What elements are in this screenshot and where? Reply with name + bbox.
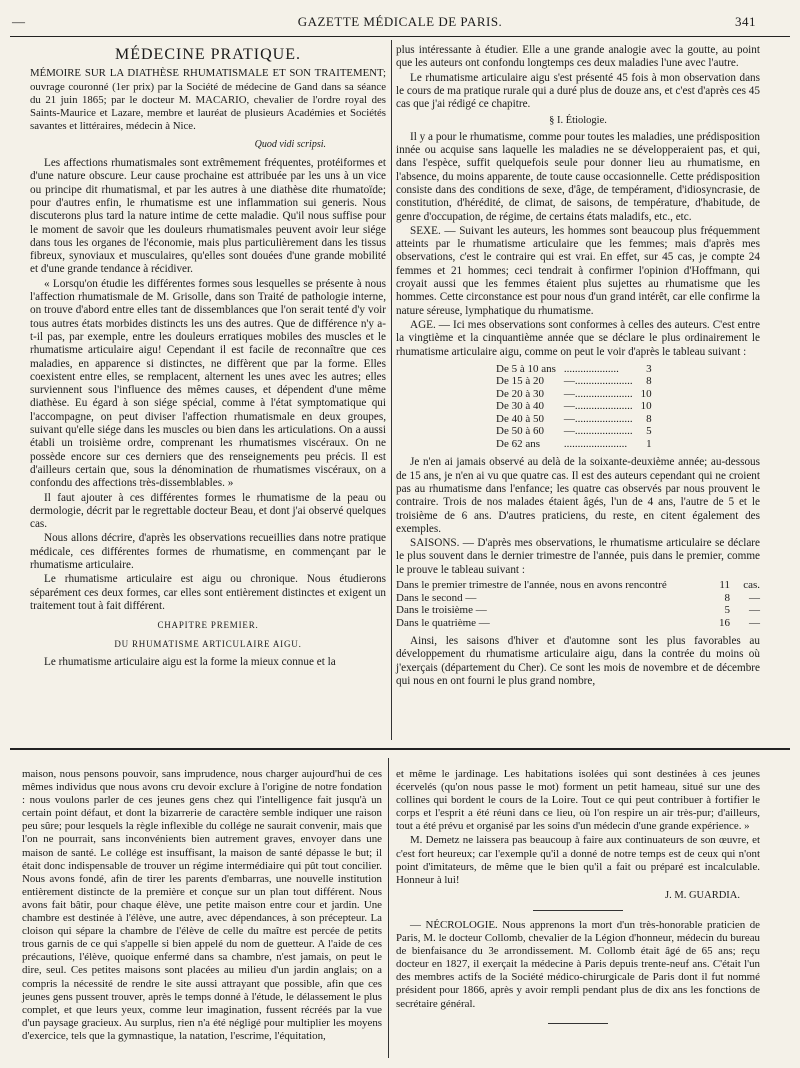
age-table-dots: —..................... xyxy=(563,387,633,400)
season-table-unit: — xyxy=(749,604,760,616)
paragraph: SAISONS. — D'après mes observations, le rhumatisme articulaire se déclare le plus souvent dans le dernier trimestre de l'année, puis dans le premier, comme le prouve le tableau suivant : xyxy=(396,537,760,576)
paragraph: Ainsi, les saisons d'hiver et d'automne sont les plus favorables au développement du rhumatisme articulaire aigu, dans la contrée du moins où j'exerçais (département du Cher). Ce sont les mois de novembre et de décembre qui nous en ont fourni le plus grand nombre, xyxy=(396,635,760,687)
paragraph: AGE. — Ici mes observations sont conformes à celles des auteurs. C'est entre la vingtième et la cinquantième année que se déclare le plus ordinairement le rhumatisme articulaire aigu, comme on peut le voir d'après le tableau suivant : xyxy=(396,318,760,358)
season-table-row xyxy=(396,579,760,592)
page-header xyxy=(12,14,788,36)
season-table-count: 11 xyxy=(719,579,730,591)
article-intro: MÉMOIRE SUR LA DIATHÈSE RHUMATISMALE ET SON TRAITEMENT; ouvrage couronné (1er prix) par la Société de médecine de Gand dans sa séance du 21 juin 1865; par le docteur M. MACARIO, chevalier de l'ordre royal des Saints-Maurice et Lazare, membre et lauréat de plusieurs Académies et Sociétés savantes et littéraires, médecin à Nice. xyxy=(30,67,386,133)
paragraph: et même le jardinage. Les habitations isolées qui sont destinées à ces jeunes écervelés (qu'on nous passe le mot) forment un petit hameau, situé sur une des collines qui bordent le cours de la Loire. Tout ce qui peut contribuer à fortifier le corps et l'esprit a été réuni dans ce lieu, où l'on respire un air très-pur; d'ailleurs, tout a été prévu et organisé par les soins d'un médecin d'une grande expérience. » xyxy=(396,768,760,833)
season-table-label: Dans le second — xyxy=(396,591,477,604)
age-table-dots: —..................... xyxy=(563,400,633,413)
paragraph: — NÉCROLOGIE. Nous apprenons la mort d'un très-honorable praticien de Paris, M. le docteur Collomb, chevalier de la Légion d'honneur, médecin du bureau de bienfaisance du 3e arrondissement. M. Collomb était âgé de 65 ans; reçu docteur en 1827, il exerçait la médecine à Paris depuis trente-neuf ans. C'était l'un des membres actifs de la Société médico-chirurgicale de Paris dont il fut nommé président pour 1866, après y avoir rempli pendant plus de dix ans les fonctions de secrétaire général. xyxy=(396,918,760,1010)
signature: J. M. GUARDIA. xyxy=(665,889,740,901)
age-table-count: 10 xyxy=(640,387,652,400)
season-table-unit: cas. xyxy=(743,579,760,591)
age-table-count: 8 xyxy=(646,375,652,388)
age-table-range: De 5 à 10 ans xyxy=(496,362,556,375)
paragraph: maison, nous pensons pouvoir, sans imprudence, nous charger aujourd'hui de ces mêmes individus que nous avons cru devoir exclure à l'origine de notre fondation : nous voulons parler de ces jeunes gens chez qui l'intelligence fait jusqu'à un certain point défaut, et dont la bizarrerie de caractère semble indiquer une raison peu sûre; pour lesquels la règle inflexible du collége ne saurait convenir, mais que l'on ne pourrait, sans inconvénients bien autrement graves, envoyer dans une maison de santé. Le collége est insuffisant, la maison de santé dépasse le but; il était donc indispensable de trouver un régime intermédiaire qui pût tout concilier. Nous avons fondé, afin de tirer les parents d'embarras, une nouvelle institution entièrement distincte de la première et conçue sur un plan tout différent. Nous avons fait bâtir, pour chaque élève, une petite maison entre cour et jardin. Une chambre est destinée à l'élève, une autre, avec dépendances, à son précepteur. La cloison qui sépare la chambre de l'élève de celle du maître est percée de petits trous garnis de ce qui s'appelle si bien appelé du nom de guetteur. A l'aide de ces précautions, l'élève, quoique enfermé dans sa chambre, n'est jamais, on peut le dire, seul. Ces petites maisons sont placées au milieu d'un jardin anglais; on a compris la nécessité de rendre le site aussi attrayant que possible, afin que ces jeunes gens pussent trouver, après le temps donné à l'étude, le délassement le plus complet, et que leurs yeux, comme leur imagination, fussent récréés par la vue d'un paysage gracieux. Au surplus, rien n'a été négligé pour multiplier les moyens d'exercice, tels que la gymnastique, la natation, l'escrime, l'équitation, xyxy=(22,768,382,1042)
age-table-row xyxy=(492,438,656,451)
age-table-range: De 30 à 40 xyxy=(496,400,544,413)
paragraph: Il y a pour le rhumatisme, comme pour toutes les maladies, une prédisposition innée ou acquise sans laquelle les maladies ne se développeraient pas, et qui, dans l'espèce, suffit quelquefois seule pour donner lieu au rhumatisme, en l'absence, du moins apparente, de toute cause occasionnelle. Cette prédisposition consiste dans des conditions de sexe, d'âge, de tempérament, d'idiosyncrasie, de constitution, d'hérédité, de climat, de saisons, de température, d'habitude, de genre d'occupation, de régime, de certains états maladifs, etc., etc. xyxy=(396,130,760,223)
paragraph: SEXE. — Suivant les auteurs, les hommes sont beaucoup plus fréquemment atteints par le rhumatisme articulaire que les femmes; mais d'après mes observations, c'est le contraire qui est vrai. En effet, sur 45 cas, je compte 24 femmes et 21 hommes; ceci tendrait à confirmer l'opinion d'Hoffmann, qui croyait aussi que les femmes étaient plus sujettes au rhumatisme que les hommes. Cette circonstance est pour nous d'un grand intérêt, car elle confirme la nature séreuse, lymphatique du rhumatisme. xyxy=(396,224,760,317)
right-column-bottom xyxy=(396,768,760,1024)
age-table-range: De 40 à 50 xyxy=(496,412,544,425)
age-table-row xyxy=(492,413,656,426)
section-heading: § I. Étiologie. xyxy=(549,115,607,127)
paragraph: plus intéressante à étudier. Elle a une grande analogie avec la goutte, au point que les auteurs ont confondu longtemps ces deux maladies l'une avec l'autre. xyxy=(396,44,760,70)
age-table-row xyxy=(492,400,656,413)
age-table-dots: .................... xyxy=(563,362,619,375)
section-title: MÉDECINE PRATIQUE. xyxy=(115,46,301,63)
season-table-row xyxy=(396,604,760,617)
age-table-row xyxy=(492,388,656,401)
separator xyxy=(533,910,623,911)
season-table-count: 16 xyxy=(719,616,730,629)
age-table-count: 1 xyxy=(646,437,652,450)
motto: Quod vidi scripsi. xyxy=(254,138,326,150)
chapter-subheading: DU RHUMATISME ARTICULAIRE AIGU. xyxy=(114,639,302,650)
paragraph: Le rhumatisme articulaire est aigu ou chronique. Nous étudierons séparément ces deux formes, car elles sont entièrement distinctes et exigent un traitement tout à fait différent. xyxy=(30,573,386,612)
paragraph: Je n'en ai jamais observé au delà de la soixante-deuxième année; au-dessous de 15 ans, je n'en ai vu que quatre cas. Il est des auteurs cependant qui ne croient pas au rhumatisme dans l'enfance; les quatre cas observés par nous prouvent le contraire. Trois de nos malades étaient âgés, l'un de 4 ans, l'autre de 5 et le troisième de 6 ans. D'autres praticiens, du reste, en citent également des exemples. xyxy=(396,456,760,535)
left-column-bottom xyxy=(22,768,382,1044)
paragraph: Les affections rhumatismales sont extrêmement fréquentes, protéiformes et d'une nature obscure. Leur cause prochaine est attribuée par les uns à un vice ou principe dit rhumatismal, et par les autres à une diathèse dite rhumatoïde; pour d'autres enfin, le rhumatisme est une inflammation sui generis. Nous discuterons plus tard la nature intime de cette maladie. Qu'il nous suffise pour le moment de savoir que les douleurs rhumatismales peuvent avoir leur siége dans tous les organes de l'économie, mais plus particulièrement dans les tissus fibreux, synoviaux et musculaires, qu'elles sont douées d'une grande mobilité et d'une grande tendance à récidiver. xyxy=(30,157,386,276)
age-table-range: De 15 à 20 xyxy=(496,375,544,388)
season-table xyxy=(396,579,760,629)
season-table-label: Dans le quatrième — xyxy=(396,616,490,629)
paragraph: Il faut ajouter à ces différentes formes le rhumatisme de la peau ou dermologie, décrit par le regrettable docteur Beau, et dont j'ai observé quelques cas. xyxy=(30,491,386,531)
age-table-range: De 20 à 30 xyxy=(496,387,544,400)
age-table-dots: —..................... xyxy=(563,425,633,438)
age-table-range: De 62 ans xyxy=(496,437,540,450)
season-table-count: 8 xyxy=(724,591,730,604)
season-table-unit: — xyxy=(749,591,760,604)
section-divider xyxy=(10,748,790,750)
header-rule xyxy=(10,36,790,37)
paragraph: Le rhumatisme articulaire aigu est la forme la mieux connue et la xyxy=(44,655,336,668)
chapter-heading: CHAPITRE PREMIER. xyxy=(157,620,259,631)
left-column-top xyxy=(30,44,386,670)
season-table-row xyxy=(396,617,760,630)
season-table-unit: — xyxy=(749,616,760,629)
age-table-row xyxy=(492,363,656,376)
journal-title: GAZETTE MÉDICALE DE PARIS. xyxy=(297,14,503,29)
header-mark: — xyxy=(12,14,26,29)
column-divider-bottom xyxy=(388,758,389,1058)
season-table-row xyxy=(396,592,760,605)
age-table-dots: ....................... xyxy=(563,437,628,450)
age-table-count: 5 xyxy=(646,425,652,438)
age-table-range: De 50 à 60 xyxy=(496,425,544,438)
season-table-count: 5 xyxy=(724,604,730,616)
right-column-top xyxy=(396,44,760,689)
paragraph: « Lorsqu'on étudie les différentes formes sous lesquelles se présente à nous l'affection rhumatismale de M. Grisolle, dans son Traité de pathologie interne, on trouve d'abord entre elles tant de dissemblances que l'on serait tenté d'y voir tous autres états morbides distincts les uns des autres. Que de différence n'y a-t-il pas, par exemple, entre les douleurs erratiques mobiles des muscles et le rhumatisme articulaire aigu! Cependant il est facile de reconnaître que ces maladies, en apparence si distinctes, ne diffèrent que par la forme. Elles coexistent entre elles, se remplacent, alternent les unes avec les autres; elles surviennent sous l'influence des mêmes causes, et dépendent d'une même diathèse. Eu égard à son siége spécial, comme à l'état symptomatique qui l'accompagne, on peut diviser l'affection rhumatismale en deux groupes, suivant qu'elle siége dans les muscles ou bien dans les articulations. On a aussi établi un troisième ordre, comprenant les rhumatismes viscéraux. On ne possède encore sur ces derniers que des renseignements peu précis. Il est d'ailleurs certain que, sous la dénomination de rhumatismes viscéraux, on a confondu des affections très-dissemblables. » xyxy=(30,277,386,490)
age-table-count: 10 xyxy=(640,400,652,413)
paragraph: Le rhumatisme articulaire aigu s'est présenté 45 fois à mon observation dans le cours de ma pratique rurale qui a duré plus de douze ans, et c'est d'après ces 45 cas que j'ai rédigé ce chapitre. xyxy=(396,71,760,111)
age-table-count: 8 xyxy=(646,412,652,425)
age-table-row xyxy=(492,375,656,388)
end-rule xyxy=(548,1023,608,1024)
season-table-label: Dans le troisième — xyxy=(396,604,487,616)
column-divider xyxy=(391,40,392,740)
paragraph: Nous allons décrire, d'après les observations recueillies dans notre pratique médicale, ces différentes formes de rhumatisme, en commençant par le rhumatisme articulaire. xyxy=(30,532,386,571)
season-table-label: Dans le premier trimestre de l'année, nous en avons rencontré xyxy=(396,579,667,591)
age-table xyxy=(492,363,656,451)
age-table-count: 3 xyxy=(646,362,652,375)
age-table-row xyxy=(492,425,656,438)
page-number: 341 xyxy=(735,14,756,29)
age-table-dots: —..................... xyxy=(563,375,633,388)
age-table-dots: —..................... xyxy=(563,412,633,425)
paragraph: M. Demetz ne laissera pas beaucoup à faire aux continuateurs de son œuvre, et c'est fort heureux; car l'exemple qu'il a donné de notre temps est de ceux qui n'ont point d'imitateurs, de même que le bien qu'il a fait ou préparé est incalculable. Honneur à lui! xyxy=(396,834,760,886)
